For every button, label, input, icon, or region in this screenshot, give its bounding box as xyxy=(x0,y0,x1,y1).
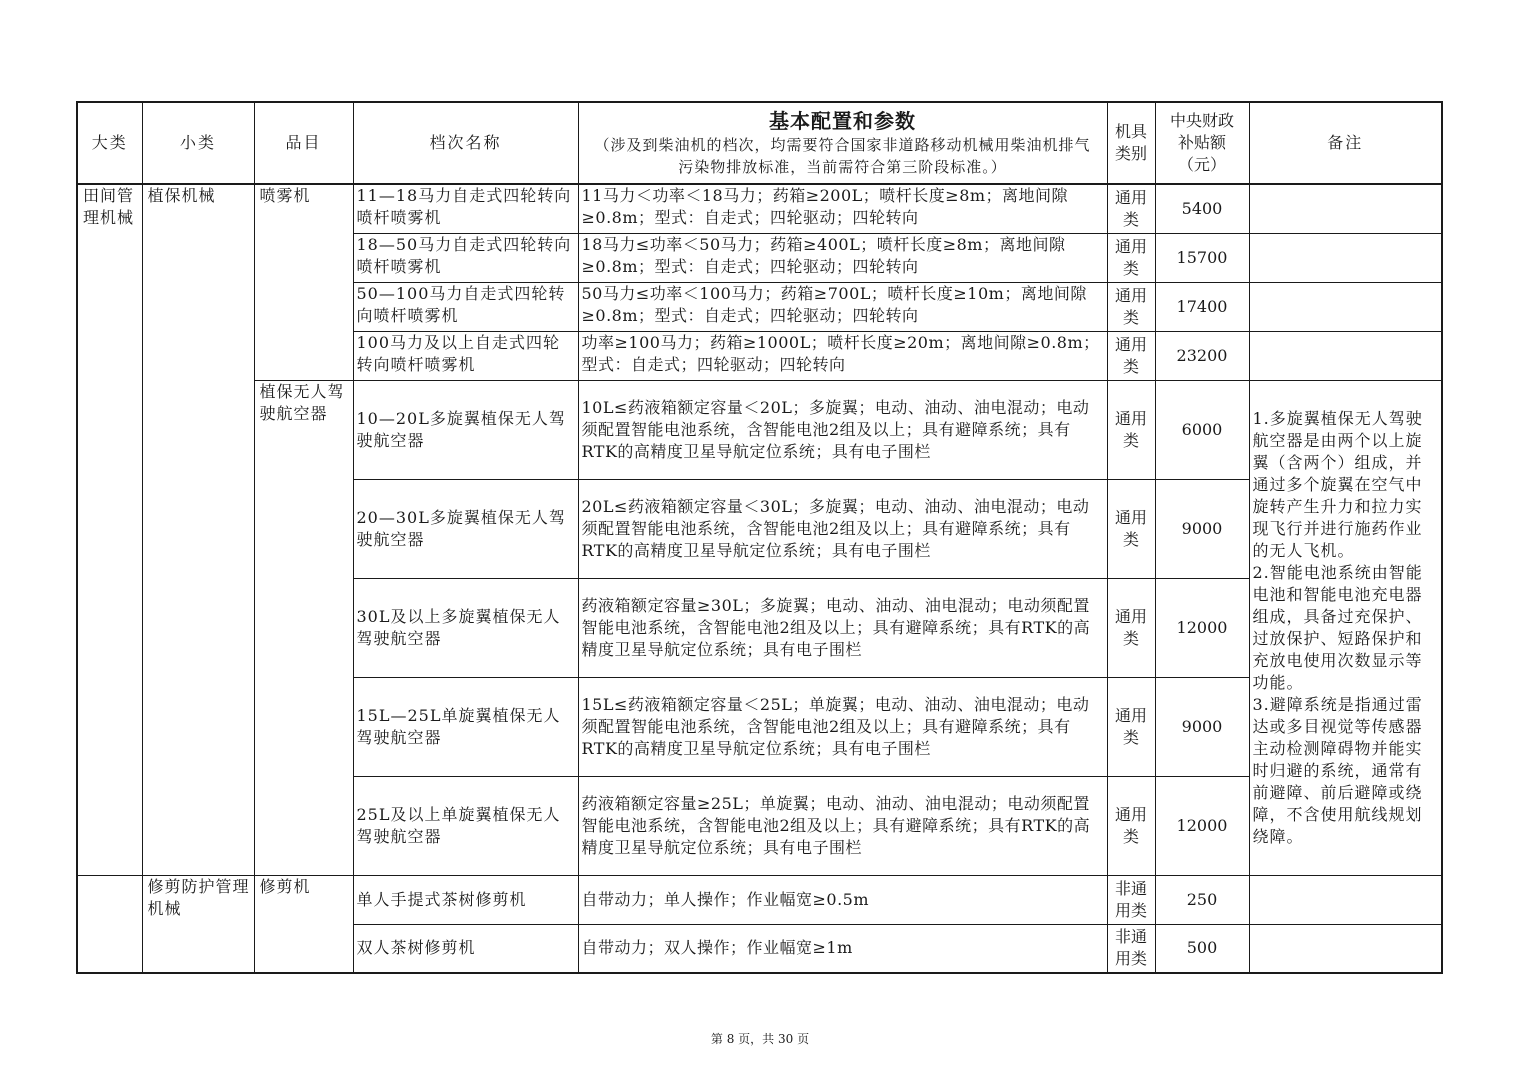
table-row xyxy=(77,184,1442,233)
item-drone: 植保无人驾驶航空器 xyxy=(254,380,353,875)
subsidy-cell: 5400 xyxy=(1155,184,1249,233)
machine-type-cell: 通用类 xyxy=(1107,184,1155,233)
spec-cell: 10L≤药液箱额定容量＜20L；多旋翼；电动、油动、油电混动；电动须配置智能电池系统，含智能电池2组及以上；具有避障系统；具有RTK的高精度卫星导航定位系统；具有电子围栏 xyxy=(578,380,1107,479)
remark-cell xyxy=(1249,282,1442,331)
header-basic-config xyxy=(578,102,1107,184)
subsidy-cell: 9000 xyxy=(1155,479,1249,578)
header-item: 品目 xyxy=(254,102,353,184)
page-footer: 第 8 页，共 30 页 xyxy=(710,1032,810,1046)
subsidy-cell: 6000 xyxy=(1155,380,1249,479)
tier-name-cell: 单人手提式茶树修剪机 xyxy=(353,875,578,924)
table-row xyxy=(77,380,1442,479)
subcategory-pruning: 修剪防护管理机械 xyxy=(142,875,254,973)
machine-type-cell: 通用类 xyxy=(1107,282,1155,331)
remark-cell xyxy=(1249,875,1442,924)
header-machine-type: 机具类别 xyxy=(1107,102,1155,184)
spec-cell: 自带动力；单人操作；作业幅宽≥0.5m xyxy=(578,875,1107,924)
spec-cell: 11马力＜功率＜18马力；药箱≥200L；喷杆长度≥8m；离地间隙≥0.8m；型式：自走式；四轮驱动；四轮转向 xyxy=(578,184,1107,233)
spec-cell: 50马力≤功率＜100马力；药箱≥700L；喷杆长度≥10m；离地间隙≥0.8m；型式：自走式；四轮驱动；四轮转向 xyxy=(578,282,1107,331)
spec-cell: 20L≤药液箱额定容量＜30L；多旋翼；电动、油动、油电混动；电动须配置智能电池系统，含智能电池2组及以上；具有避障系统；具有RTK的高精度卫星导航定位系统；具有电子围栏 xyxy=(578,479,1107,578)
spec-cell: 自带动力；双人操作；作业幅宽≥1m xyxy=(578,924,1107,973)
spec-cell: 功率≥100马力；药箱≥1000L；喷杆长度≥20m；离地间隙≥0.8m；型式：自走式；四轮驱动；四轮转向 xyxy=(578,331,1107,380)
tier-name-cell: 10—20L多旋翼植保无人驾驶航空器 xyxy=(353,380,578,479)
remark-cell xyxy=(1249,331,1442,380)
tier-name-cell: 100马力及以上自走式四轮转向喷杆喷雾机 xyxy=(353,331,578,380)
subsidy-table xyxy=(76,101,1443,974)
tier-name-cell: 20—30L多旋翼植保无人驾驶航空器 xyxy=(353,479,578,578)
table-header-row xyxy=(77,102,1442,184)
header-subcategory: 小类 xyxy=(142,102,254,184)
remark-cell xyxy=(1249,233,1442,282)
machine-type-cell: 通用类 xyxy=(1107,776,1155,875)
subsidy-cell: 15700 xyxy=(1155,233,1249,282)
subsidy-cell: 250 xyxy=(1155,875,1249,924)
header-remark: 备注 xyxy=(1249,102,1442,184)
header-tier-name: 档次名称 xyxy=(353,102,578,184)
tier-name-cell: 15L—25L单旋翼植保无人驾驶航空器 xyxy=(353,677,578,776)
header-basic-config-note: （涉及到柴油机的档次，均需要符合国家非道路移动机械用柴油机排气污染物排放标准，当前需符合第三阶段标准。） xyxy=(594,136,1091,176)
tier-name-cell: 50—100马力自走式四轮转向喷杆喷雾机 xyxy=(353,282,578,331)
category-continuation-cell xyxy=(77,875,142,973)
subcategory-plant-protection: 植保机械 xyxy=(142,184,254,875)
header-subsidy: 中央财政补贴额（元） xyxy=(1155,102,1249,184)
table-row xyxy=(77,875,1442,924)
tier-name-cell: 18—50马力自走式四轮转向喷杆喷雾机 xyxy=(353,233,578,282)
machine-type-cell: 通用类 xyxy=(1107,479,1155,578)
machine-type-cell: 通用类 xyxy=(1107,677,1155,776)
subsidy-cell: 23200 xyxy=(1155,331,1249,380)
drone-remark-cell: 1.多旋翼植保无人驾驶航空器是由两个以上旋翼（含两个）组成，并通过多个旋翼在空气中旋转产生升力和拉力实现飞行并进行施药作业的无人飞机。 2.智能电池系统由智能电池和智能电池充电器组成，具备过充保护、过放保护、短路保护和充放电使用次数显示等功能。 3.避障系统是指通过雷达或多目视觉等传感器主动检测障碍物并能实时归避的系统，通常有前避障、前后避障或绕障，不含使用航线规划绕障。 xyxy=(1249,380,1442,875)
machine-type-cell: 通用类 xyxy=(1107,578,1155,677)
subsidy-cell: 9000 xyxy=(1155,677,1249,776)
item-trimmer: 修剪机 xyxy=(254,875,353,973)
subsidy-cell: 12000 xyxy=(1155,578,1249,677)
spec-cell: 15L≤药液箱额定容量＜25L；单旋翼；电动、油动、油电混动；电动须配置智能电池系统，含智能电池2组及以上；具有避障系统；具有RTK的高精度卫星导航定位系统；具有电子围栏 xyxy=(578,677,1107,776)
tier-name-cell: 双人茶树修剪机 xyxy=(353,924,578,973)
machine-type-cell: 非通用类 xyxy=(1107,924,1155,973)
remark-cell xyxy=(1249,924,1442,973)
header-basic-config-title: 基本配置和参数 xyxy=(769,109,916,133)
tier-name-cell: 25L及以上单旋翼植保无人驾驶航空器 xyxy=(353,776,578,875)
machine-type-cell: 通用类 xyxy=(1107,380,1155,479)
machine-type-cell: 通用类 xyxy=(1107,331,1155,380)
header-category: 大类 xyxy=(77,102,142,184)
spec-cell: 18马力≤功率＜50马力；药箱≥400L；喷杆长度≥8m；离地间隙≥0.8m；型式：自走式；四轮驱动；四轮转向 xyxy=(578,233,1107,282)
tier-name-cell: 11—18马力自走式四轮转向喷杆喷雾机 xyxy=(353,184,578,233)
spec-cell: 药液箱额定容量≥30L；多旋翼；电动、油动、油电混动；电动须配置智能电池系统，含智能电池2组及以上；具有避障系统；具有RTK的高精度卫星导航定位系统；具有电子围栏 xyxy=(578,578,1107,677)
machine-type-cell: 通用类 xyxy=(1107,233,1155,282)
tier-name-cell: 30L及以上多旋翼植保无人驾驶航空器 xyxy=(353,578,578,677)
category-cell: 田间管理机械 xyxy=(77,184,142,875)
machine-type-cell: 非通用类 xyxy=(1107,875,1155,924)
item-sprayer: 喷雾机 xyxy=(254,184,353,380)
spec-cell: 药液箱额定容量≥25L；单旋翼；电动、油动、油电混动；电动须配置智能电池系统，含智能电池2组及以上；具有避障系统；具有RTK的高精度卫星导航定位系统；具有电子围栏 xyxy=(578,776,1107,875)
subsidy-cell: 17400 xyxy=(1155,282,1249,331)
subsidy-cell: 12000 xyxy=(1155,776,1249,875)
subsidy-cell: 500 xyxy=(1155,924,1249,973)
remark-cell xyxy=(1249,184,1442,233)
